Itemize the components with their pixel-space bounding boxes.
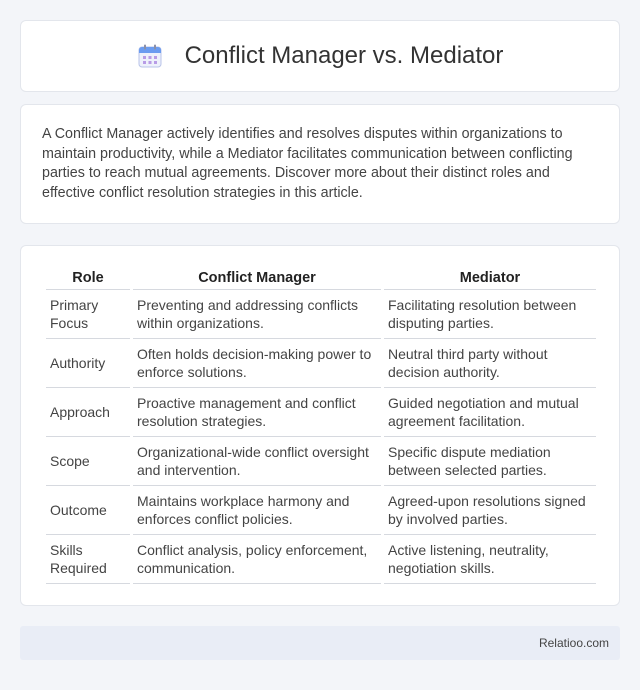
mediator-cell: Active listening, neutrality, negotiation skills. — [384, 535, 596, 584]
conflict-manager-cell: Preventing and addressing conflicts within organizations. — [133, 290, 381, 339]
page-title: Conflict Manager vs. Mediator — [184, 42, 504, 69]
conflict-manager-cell: Organizational-wide conflict oversight and intervention. — [133, 437, 381, 486]
table-row — [46, 535, 596, 584]
footer — [20, 626, 620, 660]
mediator-cell: Facilitating resolution between disputing parties. — [384, 290, 596, 339]
intro-card — [20, 104, 620, 224]
header-role: Role — [46, 267, 130, 290]
table-row — [46, 290, 596, 339]
conflict-manager-cell: Often holds decision-making power to enforce solutions. — [133, 339, 381, 388]
table-row — [46, 388, 596, 437]
conflict-manager-cell: Conflict analysis, policy enforcement, communication. — [133, 535, 381, 584]
comparison-table — [43, 267, 599, 584]
row-label: Approach — [46, 388, 130, 437]
intro-paragraph: A Conflict Manager actively identifies and resolves disputes within organizations to maintain productivity, while a Mediator facilitates communication between conflicting parties to reach mutual agreements. Discover more about their distinct roles and effective conflict resolution strategies in this article. — [42, 126, 573, 201]
calendar-icon — [137, 43, 163, 69]
table-row — [46, 437, 596, 486]
row-label: Outcome — [46, 486, 130, 535]
mediator-cell: Guided negotiation and mutual agreement facilitation. — [384, 388, 596, 437]
header-mediator: Mediator — [384, 267, 596, 290]
header-conflict-manager: Conflict Manager — [133, 267, 381, 290]
mediator-cell: Neutral third party without decision authority. — [384, 339, 596, 388]
mediator-cell: Specific dispute mediation between selected parties. — [384, 437, 596, 486]
row-label: Skills Required — [46, 535, 130, 584]
title-card — [20, 20, 620, 92]
table-card — [20, 245, 620, 606]
table-row — [46, 486, 596, 535]
row-label: Primary Focus — [46, 290, 130, 339]
table-header-row — [46, 267, 596, 290]
row-label: Authority — [46, 339, 130, 388]
table-row — [46, 339, 596, 388]
row-label: Scope — [46, 437, 130, 486]
conflict-manager-cell: Proactive management and conflict resolution strategies. — [133, 388, 381, 437]
footer-site-link[interactable]: Relatioo.com — [538, 636, 609, 650]
conflict-manager-cell: Maintains workplace harmony and enforces conflict policies. — [133, 486, 381, 535]
title-wrap — [137, 42, 504, 70]
mediator-cell: Agreed-upon resolutions signed by involved parties. — [384, 486, 596, 535]
